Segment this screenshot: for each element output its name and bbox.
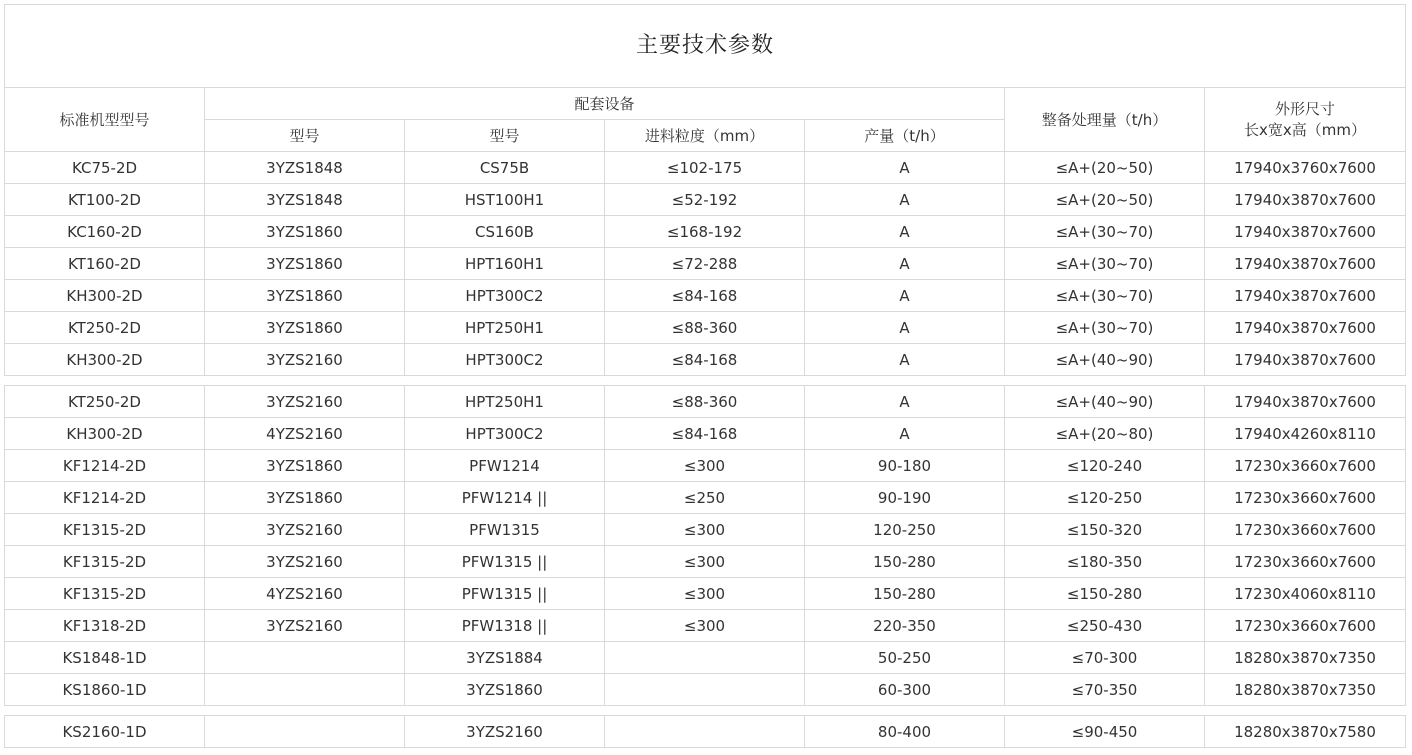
cell-screen-model: 3YZS1848	[205, 184, 405, 216]
cell-screen-model: 4YZS2160	[205, 578, 405, 610]
table-row	[5, 514, 1406, 546]
table-row	[5, 716, 1406, 748]
cell-feed-size: ≤52-192	[605, 184, 805, 216]
cell-crusher-model: 3YZS1884	[405, 642, 605, 674]
cell-crusher-model: HPT300C2	[405, 418, 605, 450]
cell-crusher-model: HPT250H1	[405, 312, 605, 344]
cell-dimensions: 17230x3660x7600	[1205, 610, 1406, 642]
cell-capacity: ≤A+(30~70)	[1005, 248, 1205, 280]
cell-dimensions: 17940x3870x7600	[1205, 184, 1406, 216]
cell-capacity: ≤180-350	[1005, 546, 1205, 578]
cell-capacity: ≤A+(20~80)	[1005, 418, 1205, 450]
cell-feed-size: ≤88-360	[605, 312, 805, 344]
table-row	[5, 280, 1406, 312]
cell-dimensions: 17230x3660x7600	[1205, 546, 1406, 578]
cell-output: A	[805, 184, 1005, 216]
cell-capacity: ≤150-280	[1005, 578, 1205, 610]
cell-crusher-model: 3YZS2160	[405, 716, 605, 748]
cell-feed-size: ≤300	[605, 578, 805, 610]
header-screen-model: 型号	[205, 120, 405, 152]
group-separator	[5, 706, 1406, 716]
cell-capacity: ≤70-300	[1005, 642, 1205, 674]
table-row	[5, 482, 1406, 514]
group-separator-cell	[5, 376, 1406, 386]
group-separator	[5, 376, 1406, 386]
cell-dimensions: 17230x3660x7600	[1205, 514, 1406, 546]
cell-model: KC160-2D	[5, 216, 205, 248]
cell-feed-size: ≤300	[605, 514, 805, 546]
cell-crusher-model: HST100H1	[405, 184, 605, 216]
cell-model: KS1848-1D	[5, 642, 205, 674]
cell-screen-model: 3YZS1860	[205, 482, 405, 514]
cell-model: KC75-2D	[5, 152, 205, 184]
cell-feed-size	[605, 674, 805, 706]
cell-model: KT250-2D	[5, 386, 205, 418]
cell-model: KH300-2D	[5, 344, 205, 376]
table-title: 主要技术参数	[5, 5, 1406, 88]
cell-screen-model: 4YZS2160	[205, 418, 405, 450]
cell-model: KF1214-2D	[5, 450, 205, 482]
cell-output: A	[805, 248, 1005, 280]
cell-screen-model: 3YZS1860	[205, 312, 405, 344]
table-row	[5, 450, 1406, 482]
cell-dimensions: 18280x3870x7580	[1205, 716, 1406, 748]
table-row	[5, 642, 1406, 674]
cell-crusher-model: 3YZS1860	[405, 674, 605, 706]
cell-dimensions: 17940x3870x7600	[1205, 344, 1406, 376]
cell-crusher-model: HPT160H1	[405, 248, 605, 280]
cell-capacity: ≤A+(30~70)	[1005, 216, 1205, 248]
cell-crusher-model: HPT250H1	[405, 386, 605, 418]
cell-screen-model: 3YZS2160	[205, 514, 405, 546]
cell-model: KT250-2D	[5, 312, 205, 344]
cell-output: 220-350	[805, 610, 1005, 642]
cell-crusher-model: CS160B	[405, 216, 605, 248]
cell-output: A	[805, 344, 1005, 376]
cell-output: A	[805, 418, 1005, 450]
cell-output: A	[805, 280, 1005, 312]
cell-capacity: ≤120-240	[1005, 450, 1205, 482]
cell-feed-size: ≤300	[605, 450, 805, 482]
cell-model: KF1315-2D	[5, 514, 205, 546]
cell-model: KT160-2D	[5, 248, 205, 280]
cell-screen-model	[205, 642, 405, 674]
cell-model: KF1318-2D	[5, 610, 205, 642]
cell-crusher-model: PFW1315	[405, 514, 605, 546]
cell-feed-size	[605, 716, 805, 748]
cell-dimensions: 17230x3660x7600	[1205, 450, 1406, 482]
cell-capacity: ≤A+(30~70)	[1005, 312, 1205, 344]
cell-screen-model: 3YZS1860	[205, 280, 405, 312]
cell-screen-model: 3YZS1860	[205, 248, 405, 280]
cell-feed-size: ≤250	[605, 482, 805, 514]
header-dimensions	[1205, 88, 1406, 152]
cell-capacity: ≤70-350	[1005, 674, 1205, 706]
cell-screen-model	[205, 716, 405, 748]
cell-output: 60-300	[805, 674, 1005, 706]
spec-table-container	[4, 4, 1406, 748]
cell-output: 80-400	[805, 716, 1005, 748]
cell-feed-size: ≤88-360	[605, 386, 805, 418]
table-row	[5, 674, 1406, 706]
cell-feed-size: ≤168-192	[605, 216, 805, 248]
cell-feed-size: ≤72-288	[605, 248, 805, 280]
cell-crusher-model: PFW1318 ||	[405, 610, 605, 642]
table-row	[5, 610, 1406, 642]
cell-capacity: ≤A+(20~50)	[1005, 184, 1205, 216]
cell-dimensions: 17230x3660x7600	[1205, 482, 1406, 514]
cell-output: 120-250	[805, 514, 1005, 546]
header-dimensions-line1: 外形尺寸	[1274, 99, 1335, 118]
cell-output: 90-180	[805, 450, 1005, 482]
cell-output: A	[805, 216, 1005, 248]
cell-output: A	[805, 312, 1005, 344]
header-output: 产量（t/h）	[805, 120, 1005, 152]
cell-capacity: ≤A+(40~90)	[1005, 344, 1205, 376]
group-separator-cell	[5, 706, 1406, 716]
table-row	[5, 248, 1406, 280]
cell-dimensions: 18280x3870x7350	[1205, 642, 1406, 674]
cell-output: 50-250	[805, 642, 1005, 674]
header-equipment-group: 配套设备	[205, 88, 1005, 120]
cell-model: KS2160-1D	[5, 716, 205, 748]
table-row	[5, 578, 1406, 610]
cell-model: KF1315-2D	[5, 546, 205, 578]
table-row	[5, 344, 1406, 376]
table-row	[5, 386, 1406, 418]
cell-dimensions: 17940x3870x7600	[1205, 248, 1406, 280]
cell-feed-size: ≤300	[605, 546, 805, 578]
cell-dimensions: 17940x3870x7600	[1205, 312, 1406, 344]
cell-output: 150-280	[805, 546, 1005, 578]
cell-crusher-model: PFW1214 ||	[405, 482, 605, 514]
table-row	[5, 216, 1406, 248]
cell-output: 150-280	[805, 578, 1005, 610]
table-row	[5, 418, 1406, 450]
cell-screen-model: 3YZS2160	[205, 610, 405, 642]
table-row	[5, 312, 1406, 344]
cell-capacity: ≤120-250	[1005, 482, 1205, 514]
cell-feed-size: ≤102-175	[605, 152, 805, 184]
cell-screen-model: 3YZS1848	[205, 152, 405, 184]
cell-crusher-model: CS75B	[405, 152, 605, 184]
cell-dimensions: 18280x3870x7350	[1205, 674, 1406, 706]
table-row	[5, 152, 1406, 184]
header-crusher-model: 型号	[405, 120, 605, 152]
cell-screen-model: 3YZS2160	[205, 546, 405, 578]
cell-dimensions: 17230x4060x8110	[1205, 578, 1406, 610]
cell-model: KH300-2D	[5, 280, 205, 312]
cell-feed-size: ≤300	[605, 610, 805, 642]
table-row	[5, 184, 1406, 216]
cell-model: KT100-2D	[5, 184, 205, 216]
cell-crusher-model: PFW1214	[405, 450, 605, 482]
cell-crusher-model: HPT300C2	[405, 280, 605, 312]
cell-capacity: ≤A+(20~50)	[1005, 152, 1205, 184]
header-feed-size: 进料粒度（mm）	[605, 120, 805, 152]
cell-dimensions: 17940x3870x7600	[1205, 386, 1406, 418]
cell-output: A	[805, 152, 1005, 184]
cell-capacity: ≤A+(40~90)	[1005, 386, 1205, 418]
table-row	[5, 546, 1406, 578]
cell-output: A	[805, 386, 1005, 418]
cell-dimensions: 17940x4260x8110	[1205, 418, 1406, 450]
header-model: 标准机型型号	[5, 88, 205, 152]
cell-feed-size: ≤84-168	[605, 280, 805, 312]
spec-table	[4, 4, 1406, 748]
cell-dimensions: 17940x3760x7600	[1205, 152, 1406, 184]
cell-screen-model: 3YZS1860	[205, 216, 405, 248]
cell-model: KH300-2D	[5, 418, 205, 450]
cell-feed-size: ≤84-168	[605, 418, 805, 450]
cell-model: KF1315-2D	[5, 578, 205, 610]
cell-capacity: ≤A+(30~70)	[1005, 280, 1205, 312]
cell-output: 90-190	[805, 482, 1005, 514]
cell-screen-model: 3YZS2160	[205, 344, 405, 376]
cell-dimensions: 17940x3870x7600	[1205, 280, 1406, 312]
header-capacity: 整备处理量（t/h）	[1005, 88, 1205, 152]
cell-capacity: ≤250-430	[1005, 610, 1205, 642]
cell-capacity: ≤150-320	[1005, 514, 1205, 546]
cell-crusher-model: PFW1315 ||	[405, 546, 605, 578]
cell-screen-model	[205, 674, 405, 706]
cell-crusher-model: PFW1315 ||	[405, 578, 605, 610]
cell-crusher-model: HPT300C2	[405, 344, 605, 376]
cell-feed-size	[605, 642, 805, 674]
cell-screen-model: 3YZS2160	[205, 386, 405, 418]
cell-screen-model: 3YZS1860	[205, 450, 405, 482]
cell-capacity: ≤90-450	[1005, 716, 1205, 748]
cell-model: KF1214-2D	[5, 482, 205, 514]
header-dimensions-line2: 长x宽x高（mm）	[1244, 120, 1366, 139]
cell-model: KS1860-1D	[5, 674, 205, 706]
cell-feed-size: ≤84-168	[605, 344, 805, 376]
cell-dimensions: 17940x3870x7600	[1205, 216, 1406, 248]
